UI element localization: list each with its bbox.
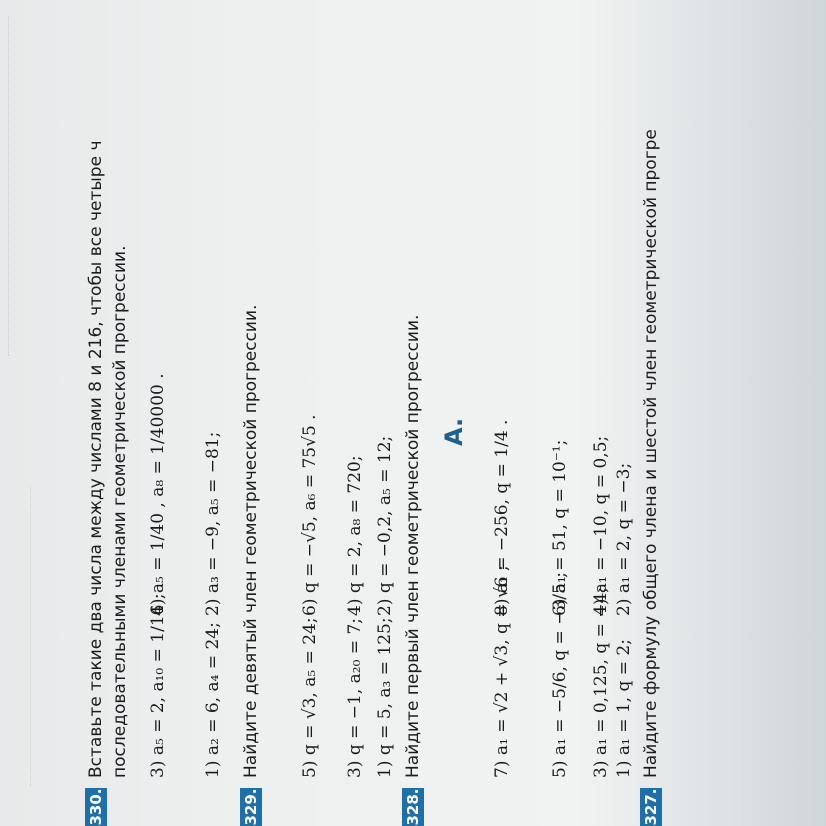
problem-item: 3) a₁ = 0,125, q = −4;	[591, 586, 611, 778]
problem-item: 6) q = −√5, a₆ = 75√5 .	[300, 414, 320, 616]
problem-title: Найдите формулу общего члена и шестой член геометрической прогре	[641, 129, 661, 778]
bleed-through-line	[8, 16, 15, 356]
problem-item: 3) q = −1, a₂₀ = 7;	[345, 617, 365, 778]
bleed-through-line	[30, 486, 37, 786]
problem-item: 2) a₃ = −9, a₅ = −81;	[203, 431, 223, 616]
problem-item: 1) a₂ = 6, a₄ = 24;	[203, 622, 223, 778]
problem-item: 5) a₁ = −5/6, q = −3/5 ;	[550, 572, 570, 778]
section-letter: A.	[440, 417, 468, 446]
problem-number-badge: 329.	[242, 788, 260, 826]
problem-item: 2) q = −0,2, a₅ = 12;	[375, 435, 395, 616]
problem-item: 4) q = 2, a₈ = 720;	[345, 455, 365, 616]
problem-title: Найдите первый член геометрической прогрессии.	[403, 314, 423, 778]
problem-item: 5) q = √3, a₅ = 24;	[300, 617, 320, 778]
problem-item: 1) q = 5, a₃ = 125;	[375, 617, 395, 778]
problem-item: 8) a₁ = −256, q = 1/4 .	[492, 419, 512, 616]
problem-item: 1) a₁ = 1, q = 2;	[614, 639, 634, 778]
problem-number-badge: 327.	[642, 788, 660, 826]
problem-item: 3) a₅ = 2, a₁₀ = 1/16 ;	[148, 593, 168, 778]
problem-number-badge: 328.	[404, 788, 422, 826]
problem-item: 4) a₅ = 1/40 , a₈ = 1/40000 .	[148, 373, 168, 616]
problem-title: Найдите девятый член геометрической прогрессии.	[241, 304, 261, 778]
problem-item: 2) a₁ = 2, q = −3;	[614, 462, 634, 616]
problem-number-badge: 330.	[87, 788, 105, 826]
problem-item: 4) a₁ = −10, q = 0,5;	[591, 435, 611, 616]
problem-text-line: Вставьте такие два числа между числами 8 и 216, чтобы все четыре ч	[86, 140, 106, 778]
problem-text-line: последовательными членами геометрической прогрессии.	[110, 245, 130, 778]
problem-item: 6) a₁ = 51, q = 10⁻¹;	[550, 439, 570, 616]
problem-item: 7) a₁ = √2 + √3, q = √6 ;	[492, 565, 512, 778]
